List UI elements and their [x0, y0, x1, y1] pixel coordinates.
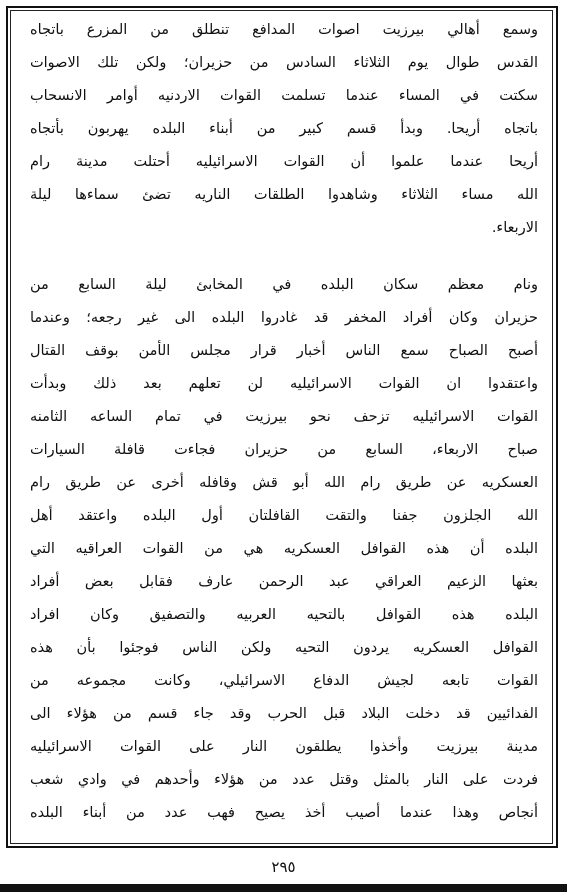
text-line: القدس طوال يوم الثلاثاء السادس من حزيران؛ ولكن تلك الاصوات [30, 55, 538, 71]
text-line: باتجاه أريحا. وبدأ قسم كبير من أبناء البلده يهربون بأتجاه [30, 121, 538, 137]
text-line: الله الجلزون جفنا والتقت القافلتان أول البلده واعتقد أهل [30, 508, 538, 524]
text-line: مدينة بيرزيت وأخذوا يطلقون النار على القوات الاسرائيليه [30, 739, 538, 755]
text-line: وسمع أهالي بيرزيت اصوات المدافع تنطلق من المزرع باتجاه [30, 22, 538, 38]
text-line: حزيران وكان أفراد المخفر قد غادروا البلده الى غير رجعه؛ وعندما [30, 310, 538, 326]
text-line: صباح الاربعاء، السابع من حزيران فجاءت قافلة السيارات [30, 442, 538, 458]
text-line: العسكريه عن طريق رام الله أبو قش وقافله أخرى عن طريق رام [30, 475, 538, 491]
text-line: الاربعاء. [491, 220, 538, 236]
page-number: ٢٩٥ [271, 858, 296, 876]
text-line: أنجاص وهذا عندما أصيب أخذ يصيح فهب عدد من أبناء البلده [30, 805, 538, 821]
text-line: فردت على النار بالمثل وقتل عدد من هؤلاء وأحدهم في وادي شعب [30, 772, 538, 788]
scan-edge-bar [0, 884, 567, 892]
text-line: سكتت في المساء عندما تسلمت القوات الاردنيه أوامر الانسحاب [30, 88, 538, 104]
text-line: البلده أن هذه القوافل العسكريه هي من القوات العراقيه التي [30, 541, 538, 557]
text-line: البلده هذه القوافل بالتحيه العربيه والتصفيق وكان افراد [30, 607, 538, 623]
text-line: القوات الاسرائيليه تزحف نحو بيرزيت في تمام الساعه الثامنه [30, 409, 538, 425]
text-line: أريحا عندما علموا أن القوات الاسرائيليه أحتلت مدينة رام [30, 154, 538, 170]
paragraph-2 [30, 269, 538, 830]
paragraph-1 [30, 14, 538, 245]
text-line: بعثها الزعيم العراقي عبد الرحمن عارف فقابل بعض أفراد [30, 574, 538, 590]
text-line: القوافل العسكريه يردون التحيه ولكن الناس فوجئوا بأن هذه [30, 640, 538, 656]
text-line: الفدائيين قد دخلت البلاد قبل الحرب وقد جاء قسم من هؤلاء الى [30, 706, 538, 722]
document-body [30, 14, 538, 830]
text-line: أصبح الصباح سمع الناس أخبار قرار مجلس الأمن بوقف القتال [30, 343, 538, 359]
text-line: الله مساء الثلاثاء وشاهدوا الطلقات الناريه تضئ سماءها ليلة [30, 187, 538, 203]
text-line: ونام معظم سكان البلده في المخابئ ليلة السابع من [30, 277, 538, 293]
paragraph-spacer [30, 245, 538, 269]
text-line: واعتقدوا ان القوات الاسرائيليه لن تعلهم بعد ذلك وبدأت [30, 376, 538, 392]
text-line: القوات تابعه لجيش الدفاع الاسرائيلي، وكانت مجموعه من [30, 673, 538, 689]
